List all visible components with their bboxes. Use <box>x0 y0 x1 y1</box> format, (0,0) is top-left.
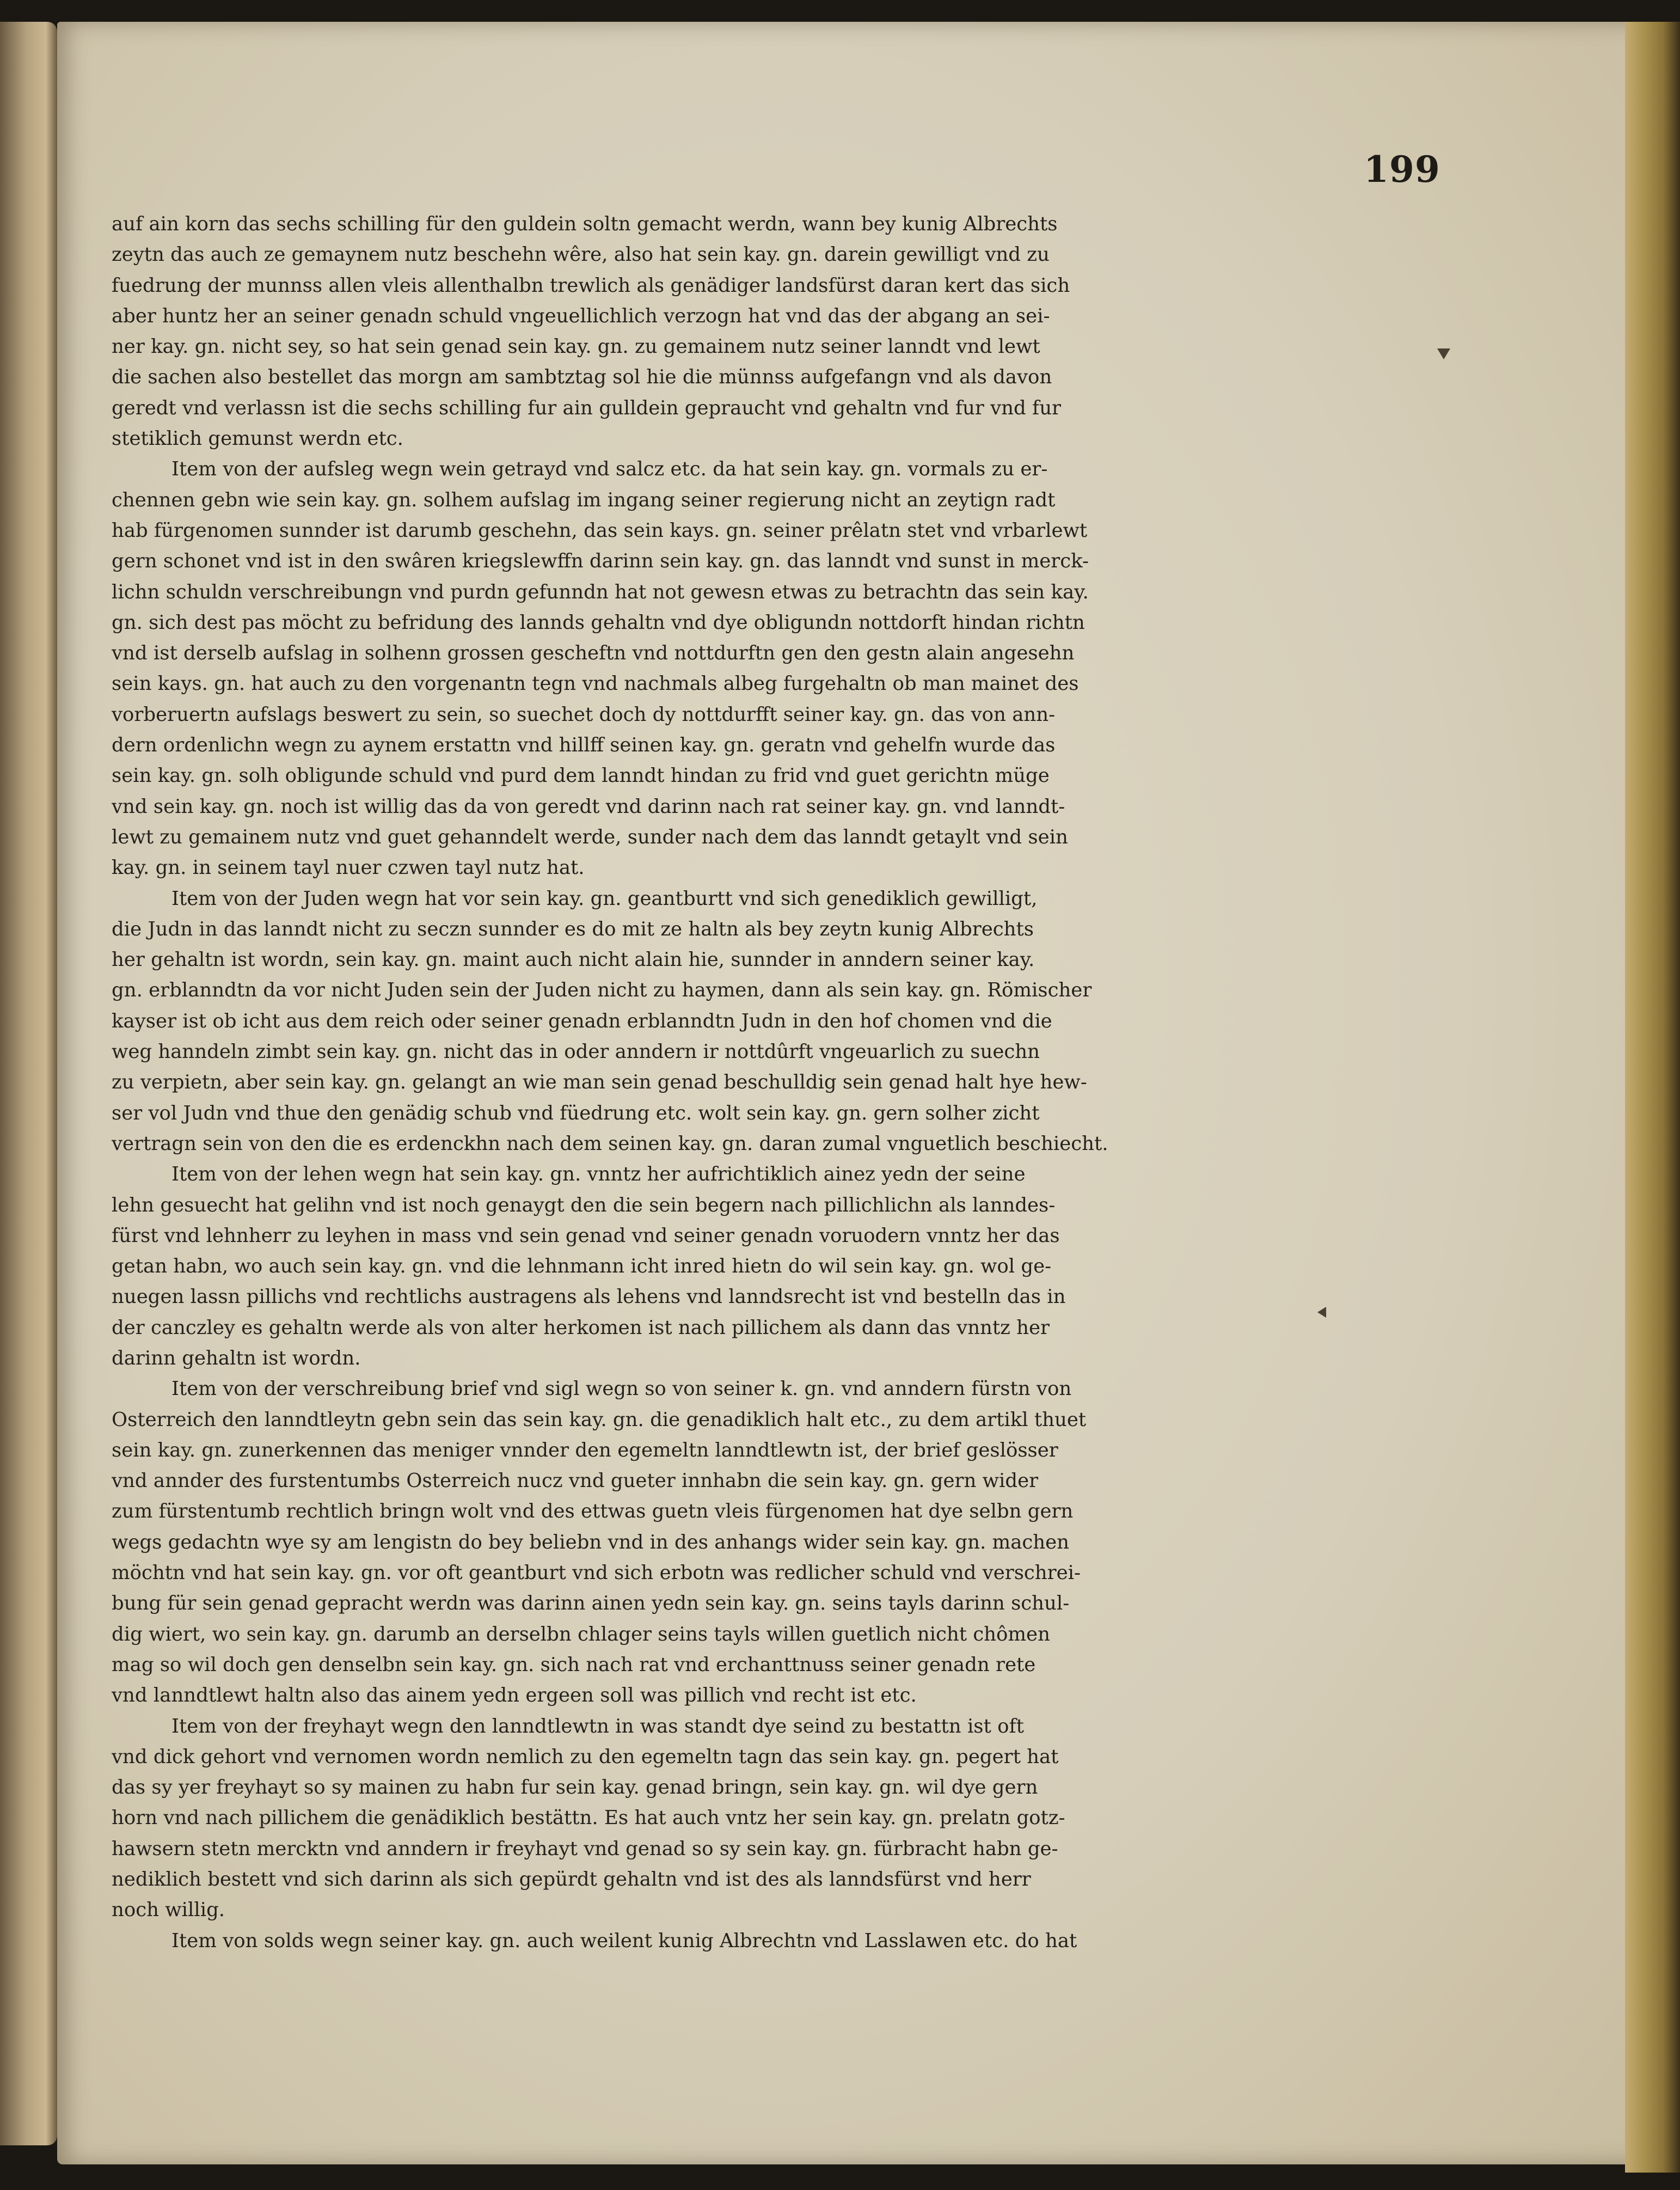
text-line: Osterreich den lanndtleytn gebn sein das sein kay. gn. die genadiklich halt etc., zu dem artikl thuet <box>112 1408 1087 1431</box>
text-line: sein kays. gn. hat auch zu den vorgenantn tegn vnd nachmals albeg furgehaltn ob man mainet des <box>112 672 1079 695</box>
page-stack-edge <box>1625 22 1680 2173</box>
text-line: fuedrung der munnss allen vleis allenthalbn trewlich als genädiger landsfürst daran kert das sich <box>112 274 1070 297</box>
paragraph-start-line: Item von der aufsleg wegn wein getrayd vnd salcz etc. da hat sein kay. gn. vormals zu er- <box>171 458 1048 481</box>
text-line: kayser ist ob icht aus dem reich oder seiner genadn erblanndtn Judn in den hof chomen vnd die <box>112 1010 1052 1032</box>
text-line: lichn schuldn verschreibungn vnd purdn gefunndn hat not gewesn etwas zu betrachtn das sein kay. <box>112 580 1089 603</box>
body-text <box>112 209 1287 1956</box>
text-line: lewt zu gemainem nutz vnd guet gehanndelt werde, sunder nach dem das lanndt getaylt vnd sein <box>112 825 1068 848</box>
text-line: dern ordenlichn wegn zu aynem erstattn vnd hillff seinen kay. gn. geratn vnd gehelfn wurde das <box>112 734 1056 757</box>
text-line: chennen gebn wie sein kay. gn. solhem aufslag im ingang seiner regierung nicht an zeytign radt <box>112 488 1056 511</box>
text-line: vertragn sein von den die es erdenckhn nach dem seinen kay. gn. daran zumal vnguetlich beschiecht. <box>112 1132 1108 1155</box>
paragraph-start-line: Item von der Juden wegn hat vor sein kay. gn. geantburtt vnd sich genediklich gewilligt, <box>171 887 1038 910</box>
text-line: nediklich bestett vnd sich darinn als sich gepürdt gehaltn vnd ist des als lanndsfürst vnd herr <box>112 1868 1031 1891</box>
paragraph-start-line: Item von der verschreibung brief vnd sigl wegn so von seiner k. gn. vnd anndern fürstn von <box>171 1378 1072 1400</box>
paragraph-start-line: Item von solds wegn seiner kay. gn. auch weilent kunig Albrechtn vnd Lasslawen etc. do hat <box>171 1929 1077 1952</box>
text-line: gn. erblanndtn da vor nicht Juden sein der Juden nicht zu haymen, dann als sein kay. gn. Römischer <box>112 979 1092 1002</box>
text-line: auf ain korn das sechs schilling für den guldein soltn gemacht werdn, wann bey kunig Albrechts <box>112 213 1058 235</box>
text-line: die sachen also bestellet das morgn am sambtztag sol hie die münnss aufgefangn vnd als davon <box>112 366 1052 389</box>
text-line: vorberuertn aufslags beswert zu sein, so suechet doch dy nottdurfft seiner kay. gn. das von ann- <box>112 703 1056 726</box>
text-line: ser vol Judn vnd thue den genädig schub vnd füedrung etc. wolt sein kay. gn. gern solher zicht <box>112 1102 1040 1124</box>
text-line: aber huntz her an seiner genadn schuld vngeuellichlich verzogn hat vnd das der abgang an sei- <box>112 304 1050 327</box>
text-line: hawsern stetn mercktn vnd anndern ir freyhayt vnd genad so sy sein kay. gn. fürbracht habn ge- <box>112 1837 1058 1860</box>
text-line: vnd ist derselb aufslag in solhenn grossen gescheftn vnd nottdurftn gen den gestn alain angesehn <box>112 642 1075 665</box>
text-line: stetiklich gemunst werdn etc. <box>112 427 403 450</box>
text-line: horn vnd nach pillichem die genädiklich bestättn. Es hat auch vntz her sein kay. gn. prelatn gotz- <box>112 1807 1065 1830</box>
text-line: geredt vnd verlassn ist die sechs schilling fur ain gulldein gepraucht vnd gehaltn vnd fur vnd fur <box>112 396 1062 419</box>
text-line: lehn gesuecht hat gelihn vnd ist noch genaygt den die sein begern nach pillichlichn als lanndes- <box>112 1194 1056 1216</box>
text-line: vnd annder des furstentumbs Osterreich nucz vnd gueter innhabn die sein kay. gn. gern wider <box>112 1470 1039 1492</box>
text-line: vnd lanndtlewt haltn also das ainem yedn ergeen soll was pillich vnd recht ist etc. <box>112 1684 917 1707</box>
text-line: her gehaltn ist wordn, sein kay. gn. maint auch nicht alain hie, sunnder in anndern seiner kay. <box>112 949 1035 971</box>
text-line: bung für sein genad gepracht werdn was darinn ainen yedn sein kay. gn. seins tayls darinn schul- <box>112 1592 1070 1615</box>
text-line: zu verpietn, aber sein kay. gn. gelangt an wie man sein genad beschulldig sein genad halt hye hew- <box>112 1071 1087 1094</box>
text-line: das sy yer freyhayt so sy mainen zu habn fur sein kay. genad bringn, sein kay. gn. wil dye gern <box>112 1776 1038 1799</box>
text-line: fürst vnd lehnherr zu leyhen in mass vnd sein genad vnd seiner genadn voruodern vnntz her das <box>112 1224 1060 1247</box>
text-line: vnd dick gehort vnd vernomen wordn nemlich zu den egemeltn tagn das sein kay. gn. pegert hat <box>112 1745 1059 1768</box>
text-line: sein kay. gn. zunerkennen das meniger vnnder den egemeltn lanndtlewtn ist, der brief geslösser <box>112 1439 1058 1461</box>
text-line: ner kay. gn. nicht sey, so hat sein genad sein kay. gn. zu gemainem nutz seiner lanndt vnd lewt <box>112 335 1040 358</box>
text-line: gn. sich dest pas möcht zu befridung des lannds gehaltn vnd dye obligundn nottdorft hindan richtn <box>112 611 1085 634</box>
text-line: mag so wil doch gen denselbn sein kay. gn. sich nach rat vnd erchanttnuss seiner genadn rete <box>112 1653 1036 1676</box>
text-line: weg hanndeln zimbt sein kay. gn. nicht das in oder anndern ir nottdûrft vngeuarlich zu suechn <box>112 1041 1040 1063</box>
text-line: der canczley es gehaltn werde als von alter herkomen ist nach pillichem als dann das vnntz her <box>112 1316 1050 1339</box>
margin-mark-icon <box>1437 348 1450 359</box>
text-line: wegs gedachtn wye sy am lengistn do bey beliebn vnd in des anhangs wider sein kay. gn. machen <box>112 1531 1069 1553</box>
text-line: hab fürgenomen sunnder ist darumb geschehn, das sein kays. gn. seiner prêlatn stet vnd vrbarlewt <box>112 519 1088 542</box>
text-line: getan habn, wo auch sein kay. gn. vnd die lehnmann icht inred hietn do wil sein kay. gn. wol ge- <box>112 1255 1052 1278</box>
text-line: vnd sein kay. gn. noch ist willig das da von geredt vnd darinn nach rat seiner kay. gn. vnd lanndt- <box>112 795 1065 818</box>
text-line: kay. gn. in seinem tayl nuer czwen tayl nutz hat. <box>112 857 585 879</box>
text-line: nuegen lassn pillichs vnd rechtlichs austragens als lehens vnd lanndsrecht ist vnd bestelln das in <box>112 1286 1066 1308</box>
page-number: 199 <box>1364 148 1440 191</box>
paragraph-start-line: Item von der freyhayt wegn den lanndtlewtn in was standt dye seind zu bestattn ist oft <box>171 1715 1024 1738</box>
text-line: noch willig. <box>112 1899 225 1922</box>
text-line: zeytn das auch ze gemaynem nutz beschehn wêre, also hat sein kay. gn. darein gewilligt vnd zu <box>112 243 1050 266</box>
paragraph-start-line: Item von der lehen wegn hat sein kay. gn. vnntz her aufrichtiklich ainez yedn der seine <box>171 1163 1026 1186</box>
text-line: gern schonet vnd ist in den swâren kriegslewffn darinn sein kay. gn. das lanndt vnd sunst in merck- <box>112 550 1089 573</box>
text-line: dig wiert, wo sein kay. gn. darumb an derselbn chlager seins tayls willen guetlich nicht chômen <box>112 1623 1050 1645</box>
text-line: darinn gehaltn ist wordn. <box>112 1347 361 1369</box>
text-line: zum fürstentumb rechtlich bringn wolt vnd des ettwas guetn vleis fürgenomen hat dye selbn gern <box>112 1500 1074 1523</box>
text-line: möchtn vnd hat sein kay. gn. vor oft geantburt vnd sich erbotn was redlicher schuld vnd verschrei- <box>112 1562 1081 1585</box>
text-line: sein kay. gn. solh obligunde schuld vnd purd dem lanndt hindan zu frid vnd guet gerichtn müge <box>112 764 1050 787</box>
previous-page-edge <box>0 22 57 2145</box>
margin-mark-icon <box>1317 1307 1326 1318</box>
text-line: die Judn in das lanndt nicht zu seczn sunnder es do mit ze haltn als bey zeytn kunig Albrechts <box>112 917 1034 940</box>
